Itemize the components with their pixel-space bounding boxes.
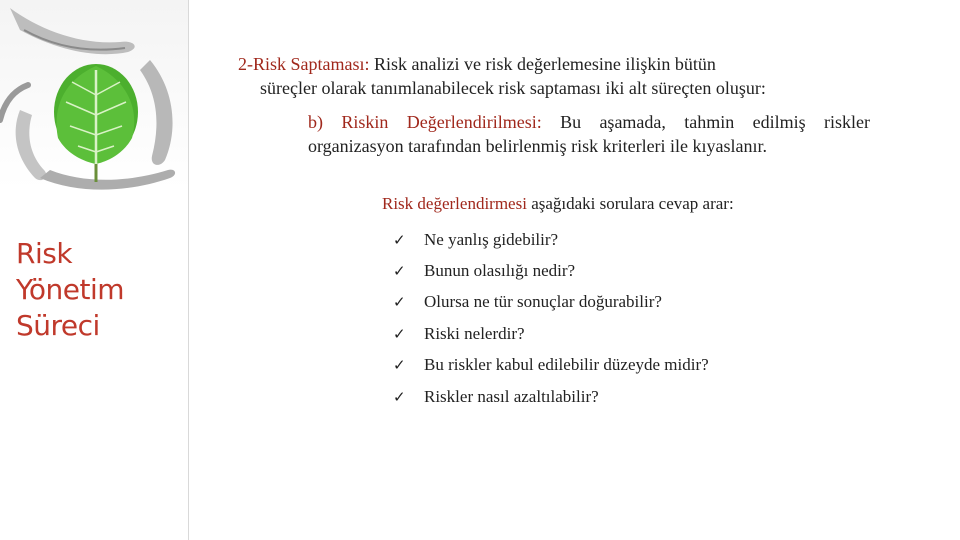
- sidebar-title-line-2: Yönetim: [16, 273, 125, 306]
- questions-intro: [382, 192, 734, 216]
- section-paragraph: [238, 52, 874, 100]
- question-item: [393, 381, 709, 412]
- subsection-paragraph: [308, 110, 870, 158]
- check-icon: ✓: [393, 387, 406, 406]
- question-item: [393, 224, 709, 255]
- section-heading-text-line-1: Risk analizi ve risk değerlemesine ilişkin bütün: [369, 54, 716, 74]
- question-item: [393, 255, 709, 286]
- questions-list: [393, 224, 709, 412]
- sidebar: [0, 0, 189, 540]
- section-heading-prefix: 2-Risk Saptaması:: [238, 54, 370, 74]
- question-item: [393, 350, 709, 381]
- question-item: [393, 318, 709, 349]
- check-icon: ✓: [393, 262, 406, 281]
- sidebar-title: [16, 236, 181, 344]
- question-item: [393, 287, 709, 318]
- check-icon: ✓: [393, 293, 406, 312]
- questions-intro-rest: aşağıdaki sorulara cevap arar:: [526, 194, 734, 213]
- question-text: Riskler nasıl azaltılabilir?: [424, 386, 599, 406]
- questions-intro-highlight: Risk değerlendirmesi: [382, 194, 527, 213]
- check-icon: ✓: [393, 356, 406, 375]
- question-text: Bu riskler kabul edilebilir düzeyde midir?: [424, 355, 709, 375]
- subsection-prefix: b) Riskin Değerlendirilmesi:: [308, 112, 542, 132]
- question-text: Riski nelerdir?: [424, 323, 525, 343]
- subsection-text: Bu aşamada, tahmin edilmiş riskler organizasyon tarafından belirlenmiş risk kriterleri ile kıyaslanır.: [308, 112, 870, 156]
- check-icon: ✓: [393, 230, 406, 249]
- question-text: Bunun olasılığı nedir?: [424, 261, 576, 281]
- sidebar-title-line-1: Risk: [16, 237, 73, 270]
- section-heading-text-line-2: süreçler olarak tanımlanabilecek risk saptaması iki alt süreçten oluşur:: [260, 78, 766, 98]
- question-text: Ne yanlış gidebilir?: [424, 229, 559, 249]
- question-text: Olursa ne tür sonuçlar doğurabilir?: [424, 292, 662, 312]
- check-icon: ✓: [393, 324, 406, 343]
- sidebar-title-line-3: Süreci: [16, 309, 100, 342]
- leaf-hands-illustration: [0, 0, 188, 200]
